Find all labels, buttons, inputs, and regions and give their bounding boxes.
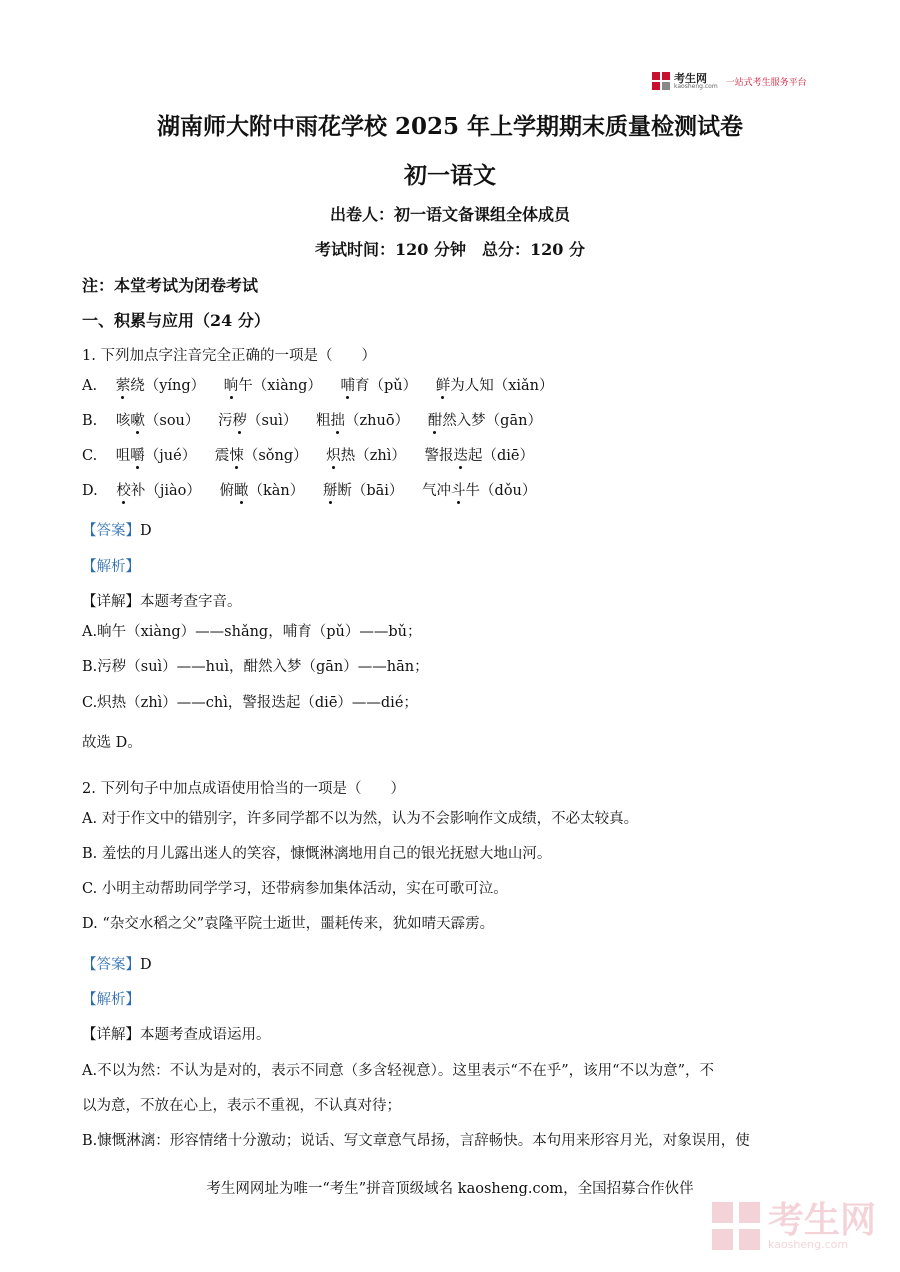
watermark-name: 考生网 [768, 1199, 877, 1241]
question-2-stem: 2. 下列句子中加点成语使用恰当的一项是（ ） [82, 781, 405, 797]
question-1-option-b: B. 咳嗽（sou） 污秽（suì） 粗拙（zhuō） 酣然入梦（gān） [82, 413, 542, 429]
answer-tag: 【答案】 [82, 957, 140, 973]
option-d-word-4: 气冲斗牛（dǒu） [422, 483, 537, 499]
question-1-explain-a: A.晌午（xiàng）——shǎng，哺育（pǔ）——bǔ； [82, 624, 422, 640]
section-heading: 一、积累与应用（24 分） [82, 311, 270, 330]
option-a-word-4: 鲜为人知（xiǎn） [435, 378, 554, 394]
option-d-word-2: 俯瞰（kàn） [219, 483, 305, 499]
question-2-answer [82, 953, 152, 974]
question-2-option-b: B. 羞怯的月儿露出迷人的笑容，慷慨淋漓地用自己的银光抚慰大地山河。 [82, 846, 552, 862]
question-1-stem: 1. 下列加点字注音完全正确的一项是（ ） [82, 348, 376, 364]
exam-author: 出卷人：初一语文备课组全体成员 [329, 205, 570, 224]
option-c-word-4: 警报迭起（diē） [424, 448, 534, 464]
question-2-explain-b: B.慷慨淋漓：形容情绪十分激动；说话、写文章意气昂扬，言辞畅快。本句用来形容月光，对象误用，使 [82, 1133, 750, 1149]
option-c-word-1: 咀嚼（jué） [115, 448, 197, 464]
option-d-word-3: 掰断（bāi） [322, 483, 404, 499]
question-2-analysis-tag: 【解析】 [82, 992, 140, 1008]
option-d-word-1: 校补（jiào） [116, 483, 201, 499]
option-c-word-3: 炽热（zhì） [326, 448, 406, 464]
question-2-option-c: C. 小明主动帮助同学学习，还带病参加集体活动，实在可歌可泣。 [82, 881, 508, 897]
brand-name: 考生网 [674, 71, 707, 85]
brand-slogan: 一站式考生服务平台 [725, 77, 807, 88]
question-2-detail: 【详解】本题考查成语运用。 [82, 1027, 271, 1043]
question-2-explain-a-line-1: A.不以为然：不认为是对的，表示不同意（多含轻视意）。这里表示“不在乎”，该用“不以为意”，不 [82, 1063, 714, 1079]
answer-value: D [140, 523, 152, 539]
option-b-word-1: 咳嗽（sou） [115, 413, 200, 429]
question-1-answer [82, 519, 152, 540]
question-2-explain-a-line-2: 以为意，不放在心上，表示不重视，不认真对待； [82, 1098, 401, 1114]
question-1-analysis-tag: 【解析】 [82, 559, 140, 575]
question-1-detail: 【详解】本题考查字音。 [82, 594, 242, 610]
exam-subject: 初一语文 [404, 162, 496, 189]
question-1-explain-c: C.炽热（zhì）——chì，警报迭起（diē）——dié； [82, 695, 418, 711]
answer-tag: 【答案】 [82, 523, 140, 539]
brand-logo [652, 70, 807, 92]
answer-value: D [140, 957, 152, 973]
option-a-word-3: 哺育（pǔ） [340, 378, 418, 394]
option-a-word-1: 萦绕（yíng） [115, 378, 206, 394]
option-b-word-3: 粗拙（zhuō） [316, 413, 410, 429]
exam-note: 注：本堂考试为闭卷考试 [82, 276, 259, 295]
exam-title: 湖南师大附中雨花学校 2025 年上学期期末质量检测试卷 [156, 113, 744, 140]
exam-time-score: 考试时间：120 分钟 总分：120 分 [315, 240, 585, 259]
kaosheng-logo-icon [652, 72, 670, 90]
brand-domain: kaosheng.com [674, 82, 718, 90]
question-2-option-a: A. 对于作文中的错别字，许多同学都不以为然，认为不会影响作文成绩，不必太较真。 [82, 811, 639, 827]
option-b-word-2: 污秽（suì） [218, 413, 298, 429]
question-1-explain-b: B.污秽（suì）——huì，酣然入梦（gān）——hān； [82, 659, 429, 675]
option-c-word-2: 震悚（sǒng） [214, 448, 308, 464]
page-footer: 考生网网址为唯一“考生”拼音顶级域名 kaosheng.com，全国招募合作伙伴 [206, 1181, 694, 1197]
question-2-option-d: D. “杂交水稻之父”袁隆平院士逝世，噩耗传来，犹如晴天霹雳。 [82, 916, 495, 932]
question-1-option-c: C. 咀嚼（jué） 震悚（sǒng） 炽热（zhì） 警报迭起（diē） [82, 448, 534, 464]
option-a-word-2: 晌午（xiàng） [223, 378, 322, 394]
question-1-option-a: A. 萦绕（yíng） 晌午（xiàng） 哺育（pǔ） 鲜为人知（xiǎn） [82, 378, 554, 394]
brand-watermark [712, 1199, 877, 1251]
question-1-option-d: D. 校补（jiào） 俯瞰（kàn） 掰断（bāi） 气冲斗牛（dǒu） [82, 483, 537, 499]
kaosheng-watermark-icon [712, 1202, 760, 1250]
question-1-conclusion: 故选 D。 [82, 735, 142, 751]
watermark-domain: kaosheng.com [768, 1237, 849, 1251]
option-b-word-4: 酣然入梦（gān） [427, 413, 542, 429]
